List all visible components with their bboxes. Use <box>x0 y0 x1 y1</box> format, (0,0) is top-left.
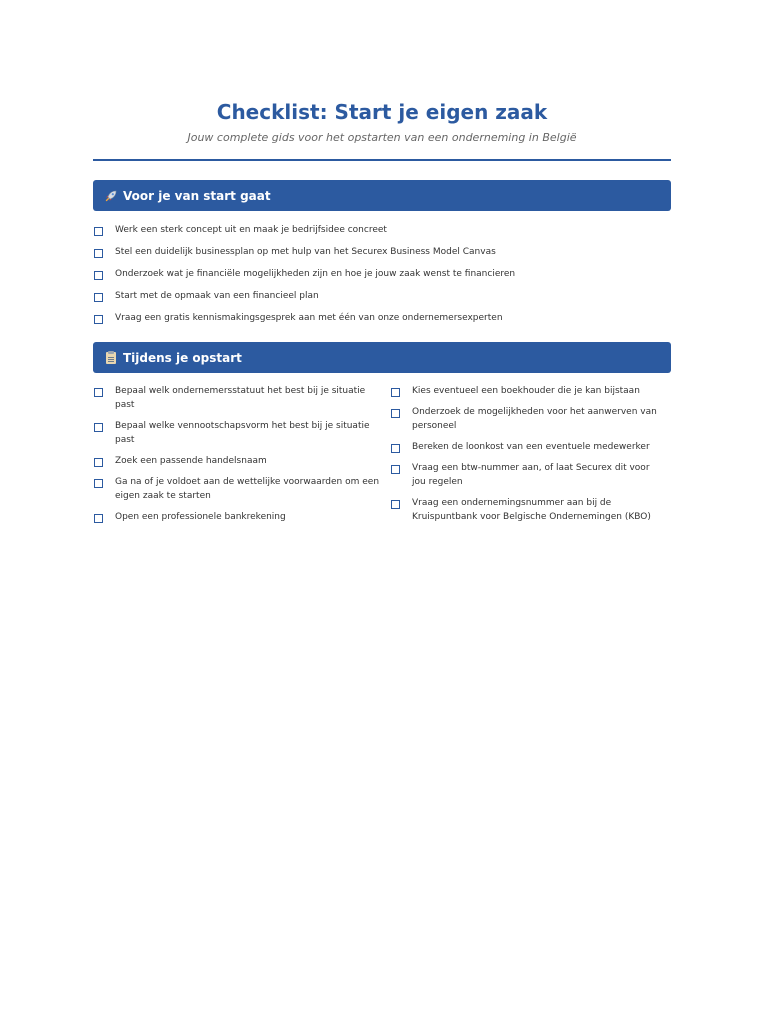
item-label: Werk een sterk concept uit en maak je bedrijfsidee concreet <box>115 225 387 235</box>
checklist-during-startup <box>93 384 671 531</box>
checkbox[interactable] <box>94 458 103 467</box>
list-item <box>93 384 390 412</box>
list-item <box>93 311 671 325</box>
list-item <box>390 405 671 433</box>
item-label: Zoek een passende handelsnaam <box>115 456 267 466</box>
checkbox[interactable] <box>391 500 400 509</box>
checklist-before-start <box>93 223 671 325</box>
checkbox[interactable] <box>94 227 103 236</box>
checkbox[interactable] <box>94 249 103 258</box>
checkbox[interactable] <box>391 409 400 418</box>
list-item <box>390 496 671 524</box>
page-subtitle: Jouw complete gids voor het opstarten van een onderneming in België <box>187 131 577 144</box>
checkbox[interactable] <box>94 423 103 432</box>
section-header-before-start <box>93 180 671 211</box>
item-label: Open een professionele bankrekening <box>115 512 286 522</box>
section-header-during-startup <box>93 342 671 373</box>
list-item <box>93 475 390 503</box>
list-item <box>93 419 390 447</box>
list-item <box>93 223 671 237</box>
list-item <box>93 289 671 303</box>
item-label: Kies eventueel een boekhouder die je kan bijstaan <box>412 386 640 396</box>
list-item <box>390 461 671 489</box>
checklist-page <box>93 0 671 531</box>
title-divider <box>93 159 671 161</box>
section-title: Tijdens je opstart <box>123 350 242 365</box>
checklist-left-column <box>93 384 390 531</box>
checkbox[interactable] <box>94 315 103 324</box>
item-label: Onderzoek de mogelijkheden voor het aanwerven van personeel <box>412 407 657 431</box>
list-item <box>390 440 671 454</box>
list-item <box>93 245 671 259</box>
page-title: Checklist: Start je eigen zaak <box>216 100 548 124</box>
item-label: Vraag een gratis kennismakingsgesprek aan met één van onze ondernemersexperten <box>115 313 503 323</box>
item-label: Bepaal welke vennootschapsvorm het best bij je situatie past <box>115 421 370 445</box>
item-label: Vraag een btw-nummer aan, of laat Securex dit voor jou regelen <box>412 463 650 487</box>
checkbox[interactable] <box>391 465 400 474</box>
section-title: Voor je van start gaat <box>123 188 271 203</box>
clipboard-icon <box>104 351 118 365</box>
checkbox[interactable] <box>94 514 103 523</box>
item-label: Start met de opmaak van een financieel plan <box>115 291 319 301</box>
rocket-icon <box>104 189 118 203</box>
checkbox[interactable] <box>391 388 400 397</box>
checkbox[interactable] <box>94 271 103 280</box>
item-label: Bereken de loonkost van een eventuele medewerker <box>412 442 650 452</box>
item-label: Ga na of je voldoet aan de wettelijke voorwaarden om een eigen zaak te starten <box>115 477 380 501</box>
item-label: Onderzoek wat je financiële mogelijkheden zijn en hoe je jouw zaak wenst te financieren <box>115 269 516 279</box>
checklist-right-column <box>390 384 671 531</box>
checkbox[interactable] <box>94 388 103 397</box>
checkbox[interactable] <box>94 479 103 488</box>
item-label: Bepaal welk ondernemersstatuut het best bij je situatie past <box>115 386 366 410</box>
list-item <box>93 267 671 281</box>
item-label: Stel een duidelijk businessplan op met hulp van het Securex Business Model Canvas <box>115 247 496 257</box>
checkbox[interactable] <box>391 444 400 453</box>
list-item <box>390 384 671 398</box>
list-item <box>93 454 390 468</box>
list-item <box>93 510 390 524</box>
item-label: Vraag een ondernemingsnummer aan bij de Kruispuntbank voor Belgische Ondernemingen (KBO) <box>412 498 651 522</box>
checkbox[interactable] <box>94 293 103 302</box>
